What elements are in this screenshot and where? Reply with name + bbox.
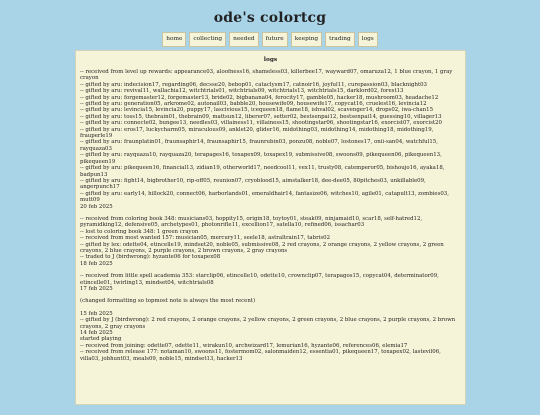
log-entry: 18 feb 2025 [80,260,113,267]
log-entry: 15 feb 2025 [80,310,113,317]
nav-logs[interactable]: logs [358,32,378,47]
nav-trading[interactable]: trading [325,32,355,47]
nav-needed[interactable]: needed [229,32,258,47]
log-entry: -- gifted by aru: levincia15, levincia20, puppy17, lascivious15, icequeen18, flame18, ishval02, scavenger14, drops02, iwa-chan15 [80,107,434,114]
log-entry: -- gifted by J (birdwrong): 2 red crayons, 2 orange crayons, 2 yellow crayons, 2 green crayons, 2 blue crayons, 2 purple crayons, 2 brown crayons, 2 gray crayons [80,317,456,330]
nav-keeping[interactable]: keeping [291,32,322,47]
log-entry: -- gifted by aru: pikequeen16, financial13, zidian19, otherworld17, needcool11, vex11, trusty08, catemperor05, bishoujo16, ayaka18, badpun13 [80,165,445,178]
log-entry: started playing [80,336,122,343]
main-nav [0,32,540,47]
log-entry: -- lost to coloring book 348: 1 green crayon [80,228,199,235]
nav-collecting[interactable]: collecting [189,32,226,47]
log-entry: -- gifted by aru: fight14, bigbrother10, rip-off05, reunion07, cryoblood15, aimstalker18, dee-dee05, 80pitches03, unkillable09, angerpunch17 [80,177,426,191]
log-list [80,69,461,362]
log-entry: -- received from coloring book 348: musicians03, hoppity15, origin18, toytoy01, steak09, ninjamaid10, scar18, self-hatred12, pyramidking12, defensive05, archetypes01, photonrifle11, excellion17, satella10, refined06, issachar03 [80,215,423,229]
log-entry: 17 feb 2025 [80,286,113,292]
log-entry: -- gifted by lex: odette04, etincelle19, mindset20, noble05, submissive08, 2 red crayons, 2 orange crayons, 2 yellow crayons, 2 green crayons, 2 blue crayons, 2 purple crayons, 2 brown crayons, 2 gray crayons [80,241,444,254]
logs-panel [75,50,466,405]
log-entry: -- traded to J (birdwrong): hyzante06 for toxapex08 [80,254,221,261]
log-entry: -- received from release 177: notaman10, swoons11, fostermom02, salonmaiden12, essentia01, pikequeen17, toxapex02, lastevil06, villa03, jobhunt03, meals09, noble15, mindset13, hacker13 [80,349,441,362]
panel-title: logs [263,57,278,63]
log-entry: -- gifted by aru: fraunplatin01, fraunsaphir14, fraunsaphir15, fraunrubin03, ponzu08, noble07, lostones17, onii-san04, watchful15, rayquaza03 [80,139,438,152]
nav-future[interactable]: future [262,32,288,47]
log-entry: -- gifted by aru: forgemaster12, forgemaster13, bride02, bigbanana04, ferocity17, gamble05, hacker18, mushroom03, headache12 [80,94,439,101]
log-entry: -- gifted by aru: rayquaza10, rayquaza20, terapages16, toxapex09, toxapex19, submissive08, swoons09, pikequeen06, pikequeen13, pikequeen19 [80,152,442,165]
log-entry: -- gifted by aru: toss15, thebrain01, thebrain09, mattsun12, liberer07, setter02, bestsenpai12, bestsenpai14, guessing10, villager13 [80,113,442,120]
log-entry: -- received from level up rewards: appearance03, aloofness16, shameless03, killerbee17, wayward07, omaruza12, 1 blue crayon, 1 gray crayon [80,69,453,82]
log-entry: -- gifted by aru: revival11, wallachia12, witchtrials01, witchtrials09, witchtrials13, witchtrials15, darklord02, forest13 [80,88,404,95]
log-entry: -- received from most wanted 157: musician05, mercury11, seele18, astraltrain17, tabris02 [80,235,331,242]
log-entry: -- received from joining: odette07, odette11, wirakun10, archwizard17, lemurian16, hyzante06, references06, elemia17 [80,342,408,349]
log-entry: -- gifted by aru: indecision17, regarding06, decsse20, bebop01, cataclysm17, catnoir16, joyful11, curepassion03, blacknight03 [80,81,427,88]
log-entry: -- gifted by aru: early14, hillock20, connect06, harborlands01, emeraldhair14, fantasize06, witches10, agile01, catapult13, zombies03, mutt09 [80,190,449,204]
site-title: ode's colortcg [213,10,327,26]
log-entry: 14 feb 2025 [80,330,113,337]
log-entry: 20 feb 2025 [80,203,113,210]
nav-home[interactable]: home [162,32,186,47]
log-entry: -- received from little spell academia 353: starclip06, etincelle10, odette10, crownclip07, terapagos15, copycat04, determinator09, etincelle01, twirling13, mindset04, witchtrials08 [80,273,439,286]
log-entry: -- gifted by aru: eros17, luckycharm05, miraculous09, anklet20, glider16, midothing03, midothing14, midothing18, midothing19, frauperle19 [80,126,434,140]
log-entry: -- gifted by aru: connecte02, bungee13, needles03, villainess11, villainess15, shootingstar06, shootingstar16, exorcist07, exorcist20 [80,120,442,127]
log-entry: -- gifted by aru: generation05, arkrome02, autonail03, babble20, housewife09, housewife17, copycat16, cruelest16, levincia12 [80,101,427,108]
log-entry: (changed formatting so topmost note is always the most recent) [80,298,256,305]
